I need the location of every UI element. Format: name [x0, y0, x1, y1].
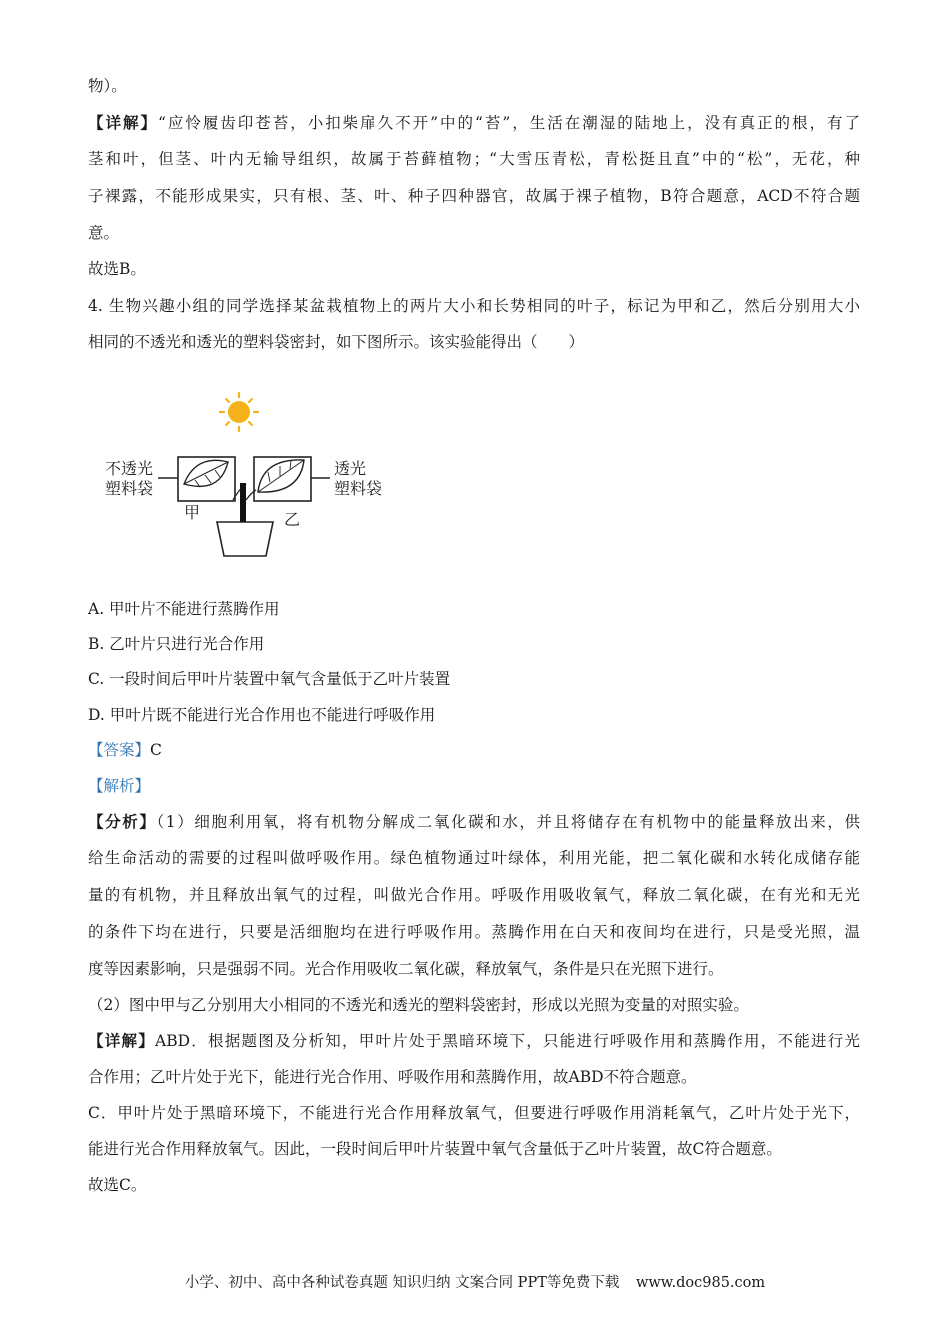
text-line: （2）图中甲与乙分别用大小相同的不透光和透光的塑料袋密封，形成以光照为变量的对照实验。: [88, 996, 749, 1014]
detail-paragraph-line: [88, 113, 860, 133]
text-line: 能进行光合作用释放氧气。因此，一段时间后甲叶片装置中氧气含量低于乙叶片装置，故C符合题意。: [88, 1140, 782, 1158]
question-stem-line: 相同的不透光和透光的塑料袋密封，如下图所示。该实验能得出（ ）: [88, 333, 585, 351]
option-b: B. 乙叶片只进行光合作用: [88, 635, 265, 653]
plant-stem: [240, 483, 246, 523]
text-line: 意。: [88, 224, 120, 242]
transparent-bag: [254, 457, 311, 501]
page-footer: [0, 1271, 950, 1292]
text-line: 子裸露，不能形成果实，只有根、茎、叶、种子四种器官，故属于裸子植物，B符合题意，ACD不符合题: [88, 187, 860, 205]
text-line: 给生命活动的需要的过程叫做呼吸作用。绿色植物通过叶绿体，利用光能，把二氧化碳和水转化成储存能: [88, 849, 860, 867]
text-span: ABD．根据题图及分析知，甲叶片处于黑暗环境下，只能进行呼吸作用和蒸腾作用，不能进行光: [155, 1032, 860, 1050]
text-line: 故选C。: [88, 1176, 147, 1194]
leaf-b-label: 乙: [284, 510, 301, 529]
sun-icon: [220, 393, 258, 431]
option-c: C. 一段时间后甲叶片装置中氧气含量低于乙叶片装置: [88, 670, 451, 688]
detail-tag: 【详解】: [88, 113, 158, 132]
detail-tag: 【详解】: [88, 1031, 155, 1050]
text-line: C．甲叶片处于黑暗环境下，不能进行光合作用释放氧气，但要进行呼吸作用消耗氧气，乙叶片处于光下，: [88, 1104, 860, 1122]
answer-line: [88, 740, 162, 760]
leaf-a-label: 甲: [184, 503, 201, 522]
detail-paragraph-line: [88, 1031, 860, 1051]
right-label-line1: 透光: [334, 459, 367, 478]
text-span: （1）细胞利用氧，将有机物分解成二氧化碳和水，并且将储存在有机物中的能量释放出来，供: [156, 813, 860, 831]
text-line: 度等因素影响，只是强弱不同。光合作用吸收二氧化碳，释放氧气，条件是只在光照下进行。: [88, 960, 724, 978]
analysis-sub-tag: 【分析】: [88, 812, 157, 831]
analysis-paragraph-line: [88, 812, 860, 832]
answer-value: C: [150, 741, 162, 759]
option-a: A. 甲叶片不能进行蒸腾作用: [88, 600, 280, 618]
answer-tag: 【答案】: [88, 741, 151, 759]
footer-url[interactable]: www.doc985.com: [635, 1275, 766, 1291]
question-stem-line: 4. 生物兴趣小组的同学选择某盆栽植物上的两片大小和长势相同的叶子，标记为甲和乙，然后分别用大小: [88, 297, 860, 315]
footer-text: 小学、初中、高中各种试卷真题 知识归纳 文案合同 PPT等免费下载: [184, 1275, 620, 1291]
text-line: 茎和叶，但茎、叶内无输导组织，故属于苔藓植物；“大雪压青松，青松挺且直”中的“松”，无花，种: [88, 150, 860, 168]
text-line: 故选B。: [88, 260, 146, 278]
experiment-figure: [100, 388, 400, 568]
left-label-line1: 不透光: [105, 459, 154, 478]
text-span: “应怜履齿印苍苔，小扣柴扉久不开”中的“苔”，生活在潮湿的陆地上，没有真正的根，有了: [157, 114, 860, 132]
opaque-bag: [178, 457, 235, 501]
option-d: D. 甲叶片既不能进行光合作用也不能进行呼吸作用: [88, 706, 436, 724]
text-line: 物）。: [88, 77, 127, 95]
text-line: 合作用；乙叶片处于光下，能进行光合作用、呼吸作用和蒸腾作用，故ABD不符合题意。: [88, 1068, 697, 1086]
text-line: 的条件下均在进行，只要是活细胞均在进行呼吸作用。蒸腾作用在白天和夜间均在进行，只是受光照，温: [88, 923, 860, 941]
text-line: 量的有机物，并且释放出氧气的过程，叫做光合作用。呼吸作用吸收氧气，释放二氧化碳，在有光和无光: [88, 886, 860, 904]
left-label-line2: 塑料袋: [105, 479, 154, 498]
flower-pot: [217, 522, 273, 556]
right-label-line2: 塑料袋: [334, 479, 383, 498]
analysis-tag: 【解析】: [88, 777, 151, 795]
